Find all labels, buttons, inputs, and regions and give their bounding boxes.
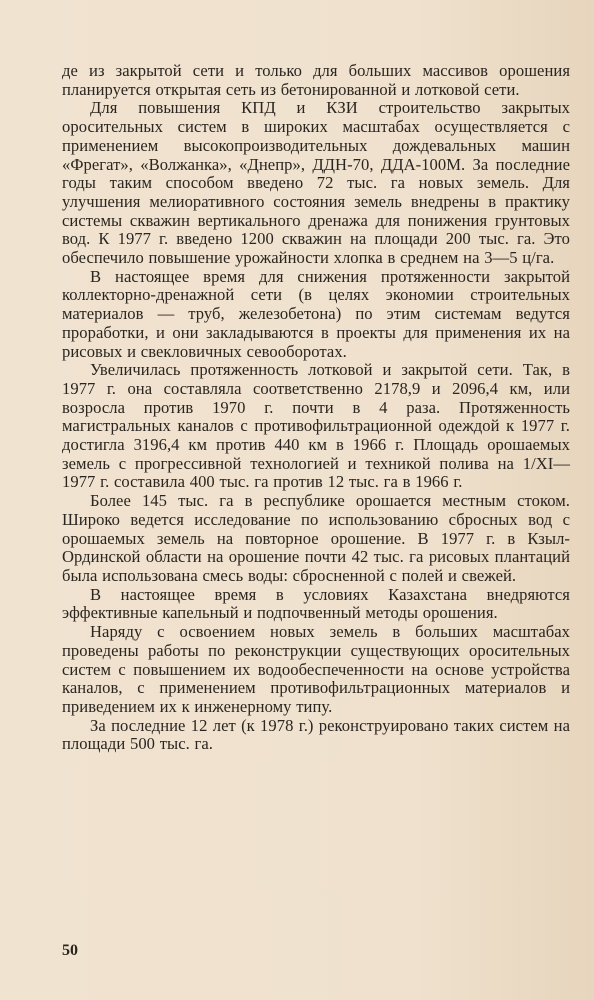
paragraph-6: В настоящее время в условиях Казахстана внедряются эффективные капельный и подпочвенный методы орошения. (62, 584, 570, 623)
paragraph-5: Более 145 тыс. га в республике орошается местным стоком. Широко ведется исследование по использованию сбросных вод с орошаемых земель на повторное орошение. В 1977 г. в Кзыл-Ординской области на орошение почти 42 тыс. га рисовых плантаций была использована смесь воды: сбросненной с полей и свежей. (62, 491, 570, 585)
page-number: 50 (62, 942, 78, 959)
paragraph-2: Для повышения КПД и КЗИ строительство закрытых оросительных систем в широких масштабах осуществляется с применением высокопроизводительных дождевальных машин «Фрегат», «Волжанка», «Днепр», ДДН-70, ДДА-100М. За последние годы таким способом введено 72 тыс. га новых земель. Для улучшения мелиоративного состояния земель внедрены в практику системы скважин вертикального дренажа для понижения грунтовых вод. К 1977 г. введено 1200 скважин на площади 200 тыс. га. Это обеспечило повышение урожайности хлопка в среднем на 3—5 ц/га. (62, 98, 570, 268)
paragraph-4: Увеличилась протяженность лотковой и закрытой сети. Так, в 1977 г. она составляла соответственно 2178,9 и 2096,4 км, или возросла против 1970 г. почти в 4 раза. Протяженность магистральных каналов с противофильтрационной одеждой к 1977 г. достигла 3196,4 км против 440 км в 1966 г. Площадь орошаемых земель с прогрессивной технологией и техникой полива на 1/XI—1977 г. составила 400 тыс. га против 12 тыс. га в 1966 г. (62, 360, 570, 492)
paragraph-1: де из закрытой сети и только для больших массивов орошения планируется открытая сеть из бетонированной и лотковой сети. (62, 61, 570, 99)
body-text (62, 62, 570, 754)
paragraph-8: За последние 12 лет (к 1978 г.) реконструировано таких систем на площади 500 тыс. га. (62, 715, 570, 754)
paragraph-3: В настоящее время для снижения протяженности закрытой коллекторно-дренажной сети (в целях экономии строительных материалов — труб, железобетона) по этим системам ведутся проработки, и они закладываются в проекты для применения их на рисовых и свекловичных севооборотах. (62, 266, 570, 361)
paragraph-7: Наряду с освоением новых земель в больших масштабах проведены работы по реконструкции существующих оросительных систем с повышением их водообеспеченности на основе устройства каналов, с применением противофильтрационных материалов и приведением их к инженерному типу. (62, 622, 570, 716)
